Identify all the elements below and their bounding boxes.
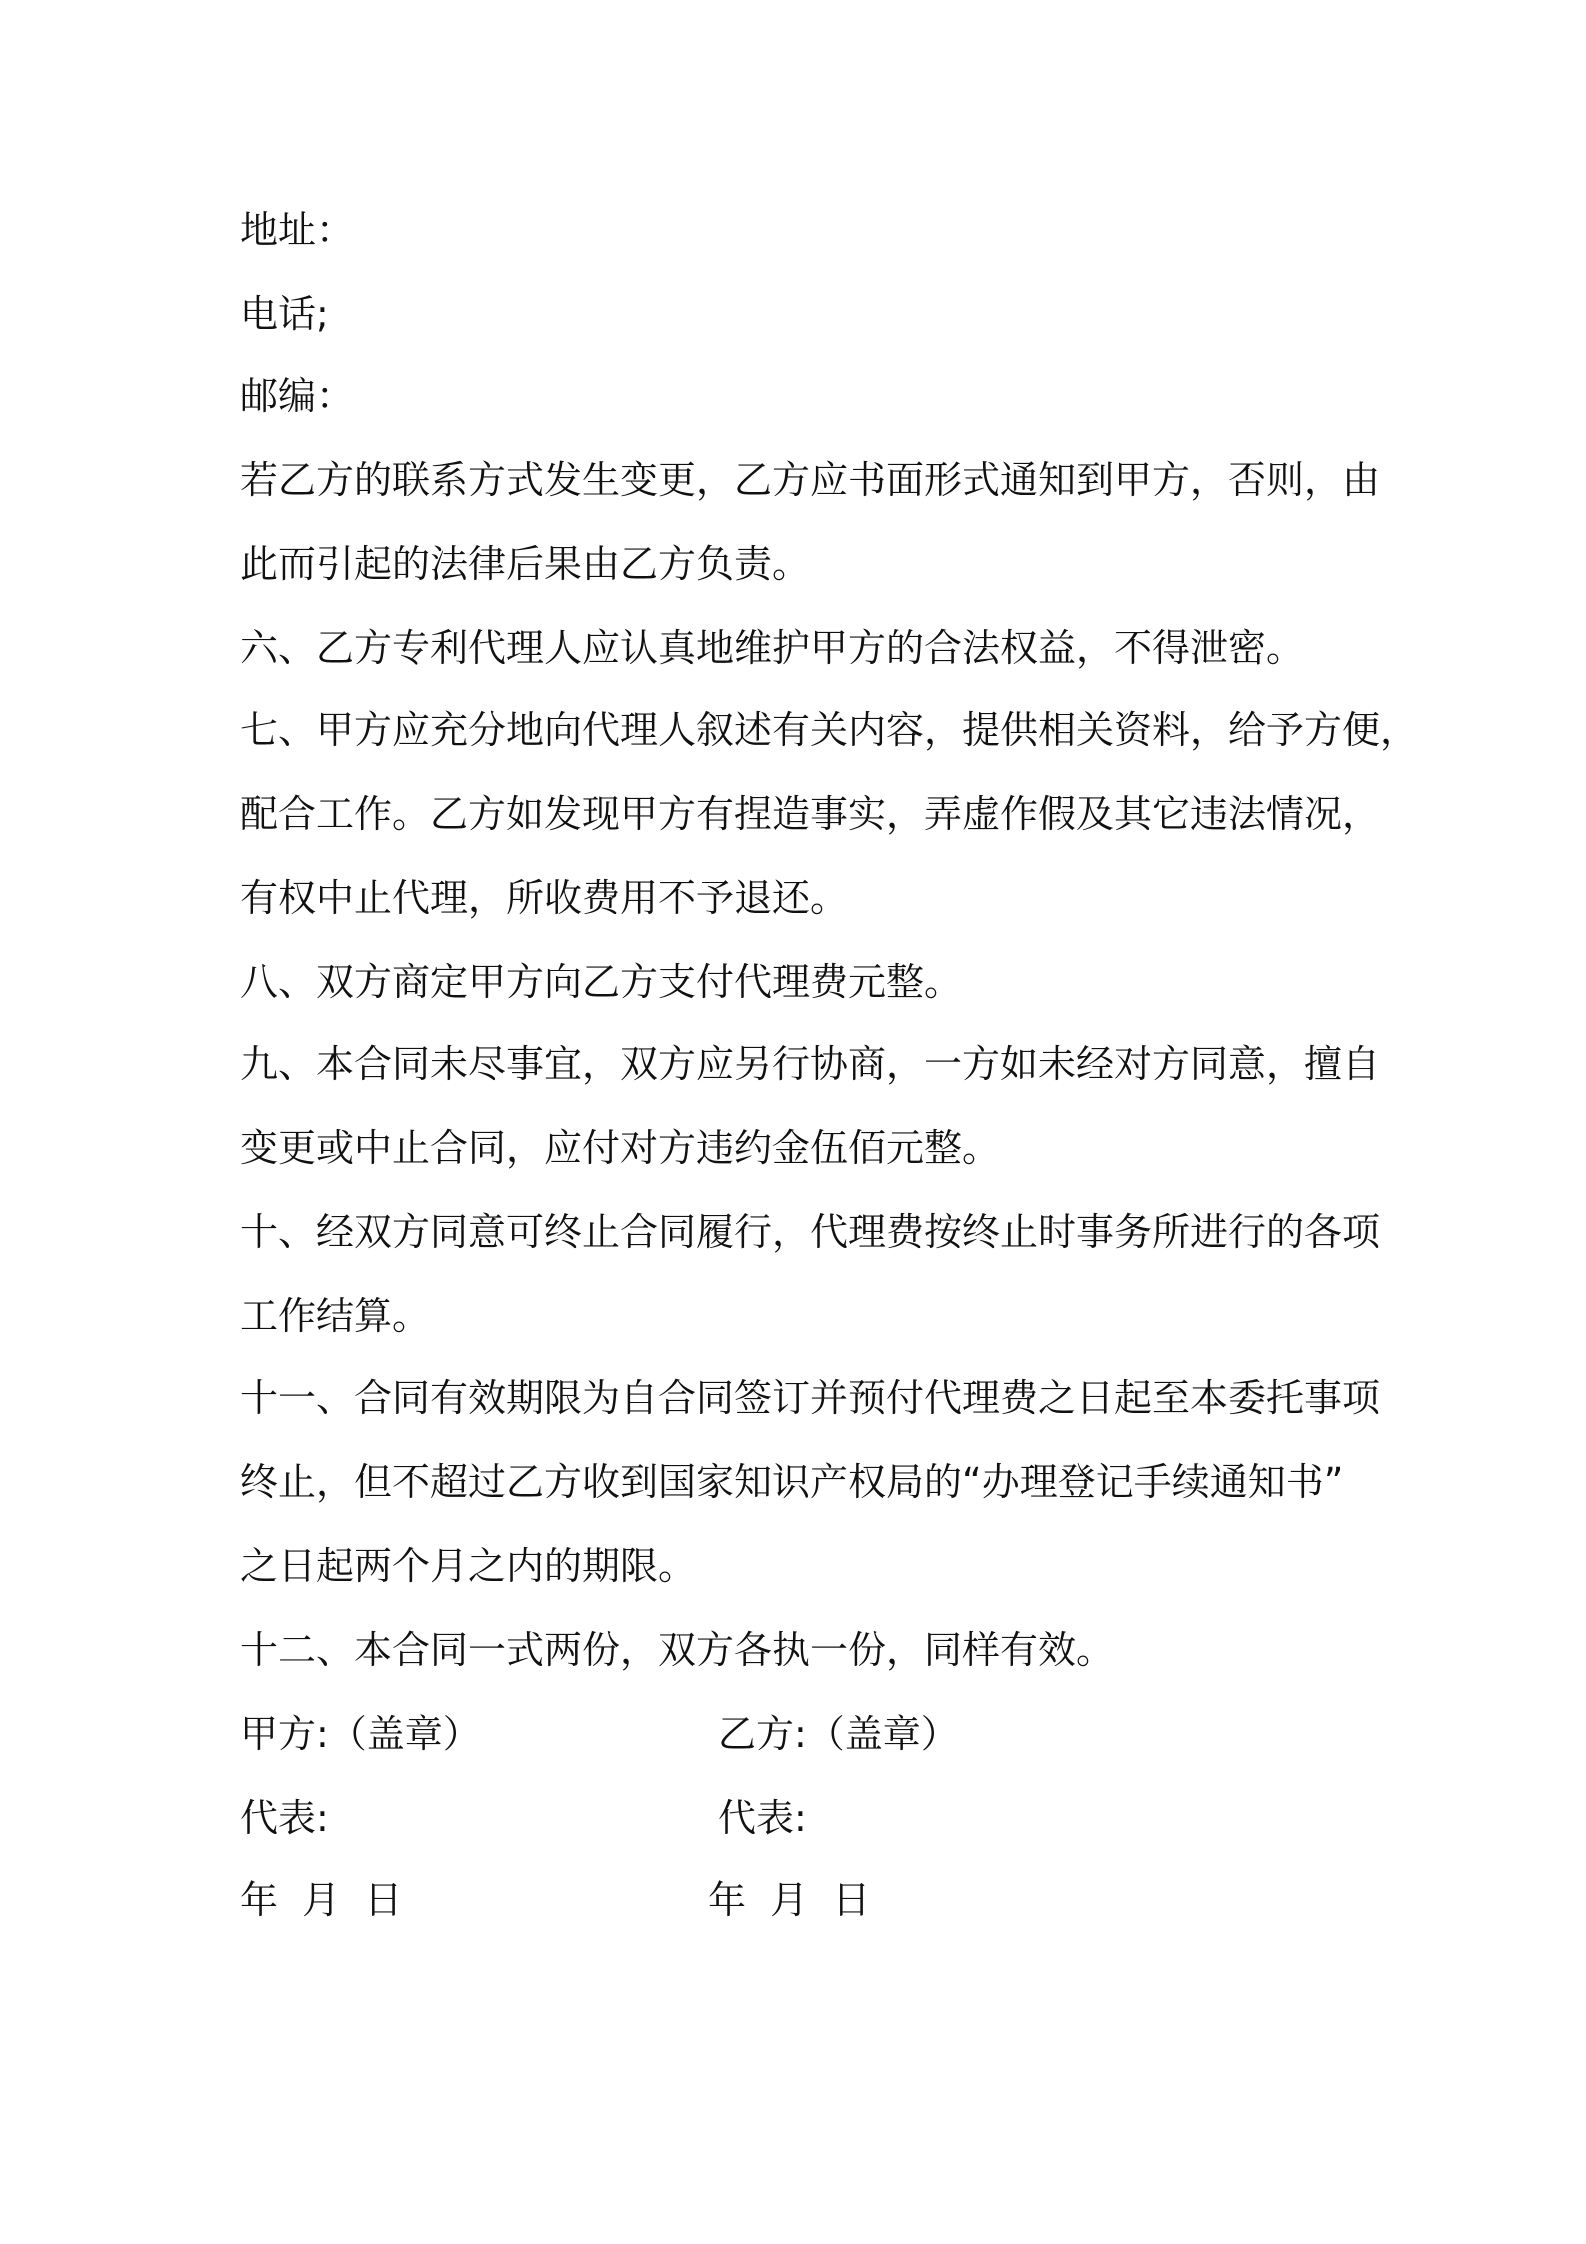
party-a-seal: 甲方:（盖章）	[240, 1712, 481, 1756]
party-b-seal: 乙方:（盖章）	[718, 1712, 959, 1756]
clause-11-line-2: 终止，但不超过乙方收到国家知识产权局的“办理登记手续通知书”	[240, 1460, 1344, 1504]
clause-11-line-3: 之日起两个月之内的期限。	[240, 1544, 697, 1588]
clause-6: 六、乙方专利代理人应认真地维护甲方的合法权益，不得泄密。	[240, 626, 1305, 670]
party-a-date: 年 月 日	[240, 1878, 403, 1922]
clause-11-line-1: 十一、合同有效期限为自合同签订并预付代理费之日起至本委托事项	[240, 1376, 1381, 1420]
address-label: 地址：	[240, 208, 355, 252]
clause-10-line-2: 工作结算。	[240, 1294, 431, 1338]
clause-9-line-1: 九、本合同未尽事宜，双方应另行协商，一方如未经对方同意，擅自	[240, 1042, 1381, 1086]
party-b-representative: 代表:	[718, 1796, 807, 1840]
phone-label: 电话;	[240, 292, 329, 336]
change-notice-line-2: 此而引起的法律后果由乙方负责。	[240, 542, 811, 586]
party-b-date: 年 月 日	[708, 1878, 871, 1922]
clause-12: 十二、本合同一式两份，双方各执一份，同样有效。	[240, 1628, 1115, 1672]
clause-7-line-2: 配合工作。乙方如发现甲方有捏造事实，弄虚作假及其它违法情况，	[240, 792, 1381, 836]
clause-9-line-2: 变更或中止合同，应付对方违约金伍佰元整。	[240, 1126, 1001, 1170]
clause-10-line-1: 十、经双方同意可终止合同履行，代理费按终止时事务所进行的各项	[240, 1210, 1381, 1254]
clause-7-line-1: 七、甲方应充分地向代理人叙述有关内容，提供相关资料，给予方便，	[240, 708, 1419, 752]
clause-8: 八、双方商定甲方向乙方支付代理费元整。	[240, 960, 963, 1004]
party-a-representative: 代表:	[240, 1796, 329, 1840]
clause-7-line-3: 有权中止代理，所收费用不予退还。	[240, 876, 849, 920]
change-notice-line-1: 若乙方的联系方式发生变更，乙方应书面形式通知到甲方，否则，由	[240, 458, 1381, 502]
postcode-label: 邮编：	[240, 374, 355, 418]
